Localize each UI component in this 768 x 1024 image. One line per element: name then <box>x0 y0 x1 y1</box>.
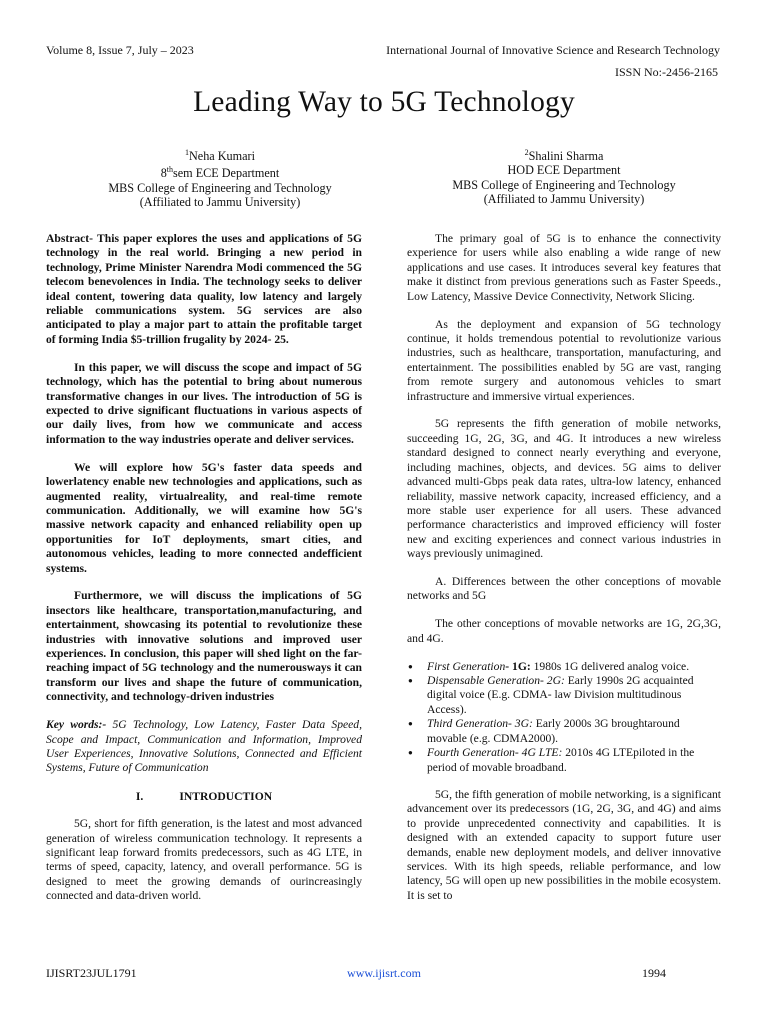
page-number: 1994 <box>642 966 666 980</box>
keywords-label: Key words:- <box>46 718 107 732</box>
list-item: ● Dispensable Generation- 2G: Early 1990s 2G acquainted digital voice (E.g. CDMA- law Division multitudinous Access). <box>427 674 721 717</box>
subsection-heading: A. Differences between the other conceptions of movable networks and 5G <box>407 575 721 603</box>
generations-list <box>407 660 721 775</box>
abstract-paragraph-3: We will explore how 5G's faster data speeds and lowerlatency enable new technologies and applications, such as augmented reality, virtualreality, and real-time remote communication. Additionally, we will examine how 5G's massive network capacity and enhanced reliability open up opportunities for IoT deployments, smart cities, and autonomous vehicles, leading to more connected andefficient systems. <box>46 460 362 575</box>
author-2-college: MBS College of Engineering and Technology <box>452 177 676 192</box>
list-item: ● Third Generation- 3G: Early 2000s 3G broughtaround movable (e.g. CDMA2000). <box>427 717 721 746</box>
abstract-paragraph-2: In this paper, we will discuss the scope and impact of 5G technology, which has the potential to bring about numerous transformative changes in our lives. The introduction of 5G is expected to drive significant fluctuations in various aspects of our daily lives, from how we communicate and access information to the way industries operate and deliver services. <box>46 360 362 446</box>
body-paragraph-2: As the deployment and expansion of 5G technology continue, it holds tremendous potential to revolutionize various industries, such as healthcare, transportation, manufacturing, and entertainment. The possibilities enabled by 5G are vast, ranging from remote surgery and autonomous vehicles to smart infrastructure and immersive virtual experiences. <box>407 317 721 403</box>
keywords-list: 5G Technology, Low Latency, Faster Data Speed, Scope and Impact, Communication and Information, Improved User Experiences, Innovative Solutions, Connected and Efficient Systems, Future of Communication <box>46 718 362 775</box>
body-paragraph-1: The primary goal of 5G is to enhance the connectivity experience for users while also enabling a wide range of new applications and use cases. It introduces several key features that make it distinct from previous generations such as Faster Speeds., Low Latency, Massive Device Connectivity, Network Slicing. <box>407 232 721 303</box>
list-item: ● First Generation- 1G: 1980s 1G delivered analog voice. <box>427 660 721 674</box>
abstract-paragraph-4: Furthermore, we will discuss the implications of 5G insectors like healthcare, transportation,manufacturing, and entertainment, showcasing its potential to revolutionize these industries with innovative solutions and improved user experiences. In conclusion, this paper will shed light on the far-reaching impact of 5G technology and the numerousways it can transform our lives and shape the future of communication, connectivity, and technology-driven industries <box>46 589 362 704</box>
author-2 <box>414 146 714 207</box>
author-1-college: MBS College of Engineering and Technology <box>108 180 332 195</box>
author-2-role: HOD ECE Department <box>507 163 621 178</box>
journal-url-link[interactable]: www.ijisrt.com <box>347 966 421 980</box>
intro-paragraph: 5G, short for fifth generation, is the latest and most advanced generation of wireless communication technology. It represents a significant leap forward fromits predecessors, such as 4G LTE, in terms of speed, capacity, latency, and overall performance. 5G is designed to meet the growing demands of ourincreasingly connected and data-driven world. <box>46 817 362 903</box>
right-column <box>407 232 721 917</box>
journal-name: International Journal of Innovative Science and Research Technology <box>386 43 720 57</box>
body-paragraph-5: The other conceptions of movable networks are 1G, 2G,3G, and 4G. <box>407 617 721 645</box>
issn: ISSN No:-2456-2165 <box>614 65 718 79</box>
volume-info: Volume 8, Issue 7, July – 2023 <box>46 43 194 57</box>
author-2-affiliation: (Affiliated to Jammu University) <box>483 192 645 207</box>
left-column <box>46 232 362 917</box>
body-paragraph-3: 5G represents the fifth generation of mobile networks, succeeding 1G, 2G, 3G, and 4G. It introduces a new wireless standard designed to connect nearly everything and everyone, including machines, objects, and devices. 5G aims to deliver advanced multi-Gbps peak data rates, ultra-low latency, enhanced reliability, massive network capacity, increased efficiency, and a more stable user experience for all users. These advanced performance characteristics and improved efficiency will foster new and exciting experiences and connect various industries in ways previously unimagined. <box>407 417 721 561</box>
section-heading <box>46 790 362 804</box>
author-2-name: $^2$Shalini Sharma <box>524 148 604 164</box>
author-1-role: 8thsem ECE Department <box>160 165 280 181</box>
list-item: ● Fourth Generation- 4G LTE: 2010s 4G LTEpiloted in the period of movable broadband. <box>427 746 721 775</box>
section-title: INTRODUCTION <box>179 789 273 803</box>
author-1 <box>70 146 370 210</box>
section-number: I. <box>135 789 144 803</box>
keywords <box>46 718 362 776</box>
body-paragraph-6: 5G, the fifth generation of mobile networking, is a significant advancement over its predecessors (1G, 2G, 3G, and 4G) and aims to provide unprecedented connectivity and capabilities. It is designed with an extended capacity to support future user demands, enable new deployment models, and deliver innovative services. With its high speeds, reliable performance, and low latency, 5G will open up new possibilities in the mobile ecosystem. It is set to <box>407 787 721 902</box>
author-1-name: $^1$Neha Kumari <box>185 148 255 164</box>
paper-id: IJISRT23JUL1791 <box>46 966 137 980</box>
paper-title: Leading Way to 5G Technology <box>193 86 575 118</box>
abstract: Abstract- This paper explores the uses and applications of 5G technology in the real world. Bringing a new period in technology, Prime Minister Narendra Modi commenced the 5G telecom benevolences in India. The technology seeks to deliver ideal content, towering data quality, low latency and largely reliable communications system. 5G services are also anticipated to play a major part to attain the profitable target of forming India $5-trillion frugality by 2024- 25. <box>46 232 362 346</box>
author-1-affiliation: (Affiliated to Jammu University) <box>139 195 301 210</box>
